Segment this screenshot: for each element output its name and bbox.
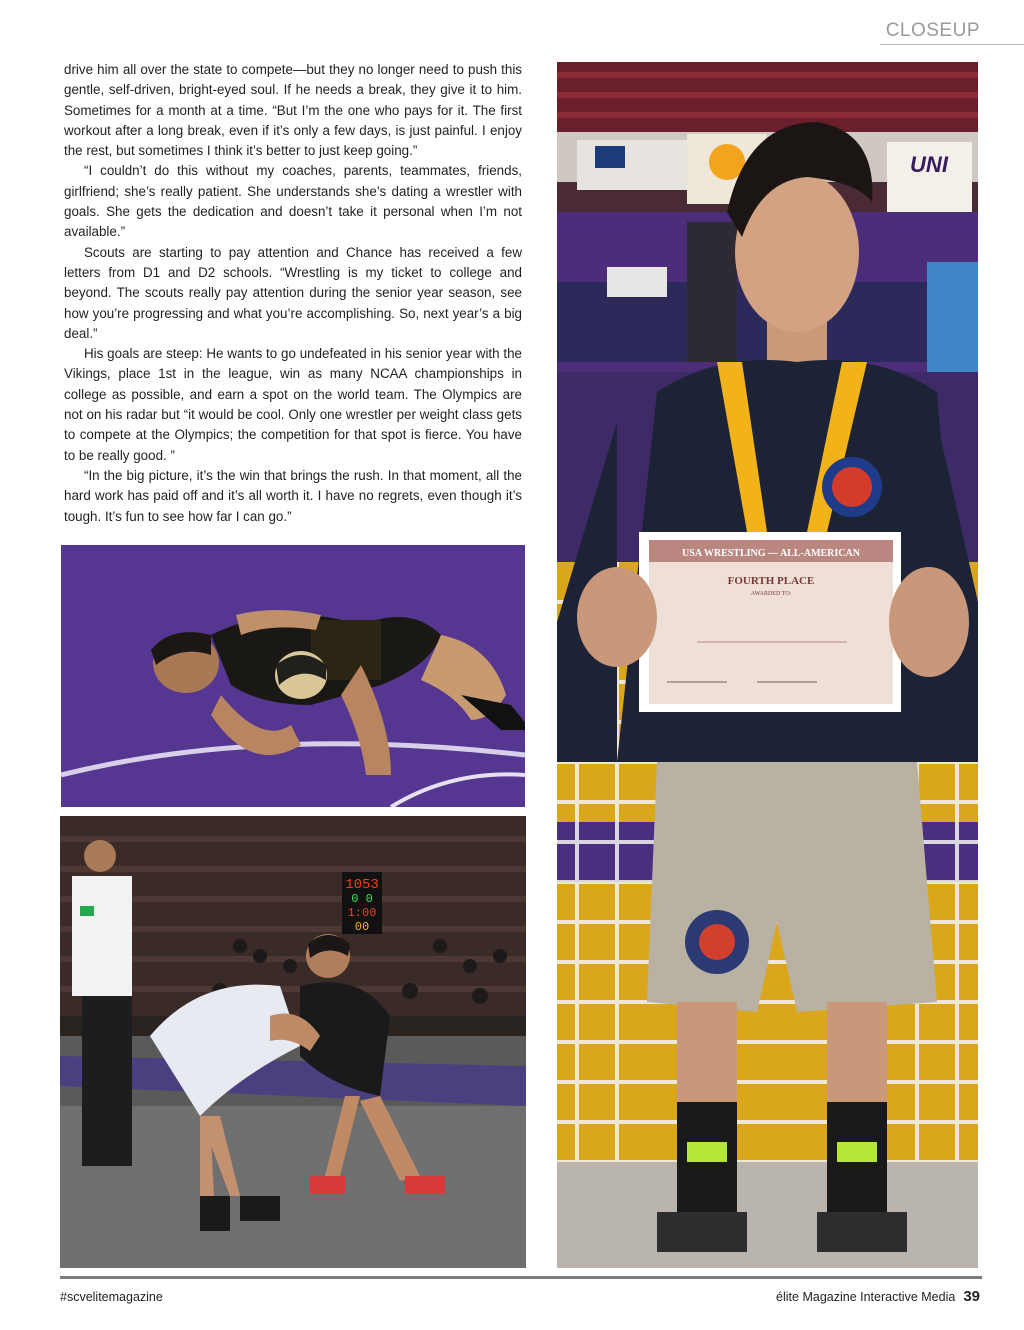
match-photo <box>60 816 526 1268</box>
scoreboard-extra: 00 <box>354 920 370 934</box>
scoreboard-period: 1:00 <box>347 906 377 920</box>
certificate-title: FOURTH PLACE <box>727 575 815 587</box>
scoreboard-clock: 1053 <box>345 877 379 893</box>
certificate-banner: USA WRESTLING — ALL-AMERICAN <box>682 548 860 559</box>
footer-publication <box>776 1288 980 1305</box>
article-paragraph: His goals are steep: He wants to go undefeated in his senior year with the Vikings, place 1st in the league, win as many NCAA championships in college as possible, and earn a spot on the world team. The Olympics are not on his radar but “it would be cool. Only one wrestler per weight class gets to compete at the Olympics; the competition for that spot is fierce. You have to be really good. ” <box>64 346 522 463</box>
scoreboard-score: 0 0 <box>351 892 373 906</box>
publication-name: élite Magazine Interactive Media <box>776 1290 956 1304</box>
section-label: CLOSEUP <box>885 20 980 41</box>
section-rule <box>880 44 1024 45</box>
portrait-photo <box>557 62 978 1268</box>
uni-sign-text: UNI <box>910 152 948 177</box>
article-paragraph: “I couldn’t do this without my coaches, parents, teammates, friends, girlfriend; she’s really patient. She understands she’s dating a wrestler with goals. She gets the dedication and doesn’t take it personal when I’m not available.” <box>64 163 522 240</box>
footer-hashtag: #scvelitemagazine <box>60 1290 163 1304</box>
footer-rule <box>60 1276 982 1279</box>
article-paragraph: “In the big picture, it’s the win that brings the rush. In that moment, all the hard work has paid off and it’s all worth it. I have no regrets, even though it’s tough. It’s fun to see how far I can go.” <box>64 467 522 524</box>
article-paragraph: Scouts are starting to pay attention and Chance has received a few letters from D1 and D2 schools. “Wrestling is my ticket to college and beyond. The scouts really pay attention during the senior year season, see how you’re progressing and what you’re accomplishing. So, next year’s a big deal.” <box>64 244 522 341</box>
page-number: 39 <box>963 1288 980 1305</box>
certificate-subtitle: AWARDED TO: <box>750 591 792 597</box>
takedown-photo <box>61 545 525 807</box>
article-paragraph: drive him all over the state to compete—but they no longer need to push this gentle, self-driven, bright-eyed soul. If he needs a break, they give it to him. Sometimes for a month at a time. “But I’m the one who pays for it. The first workout after a long break, even if it’s only a few days, is just painful. I enjoy the rest, but sometimes I think it’s better to just keep going.” <box>64 62 522 159</box>
article-body <box>64 60 522 527</box>
